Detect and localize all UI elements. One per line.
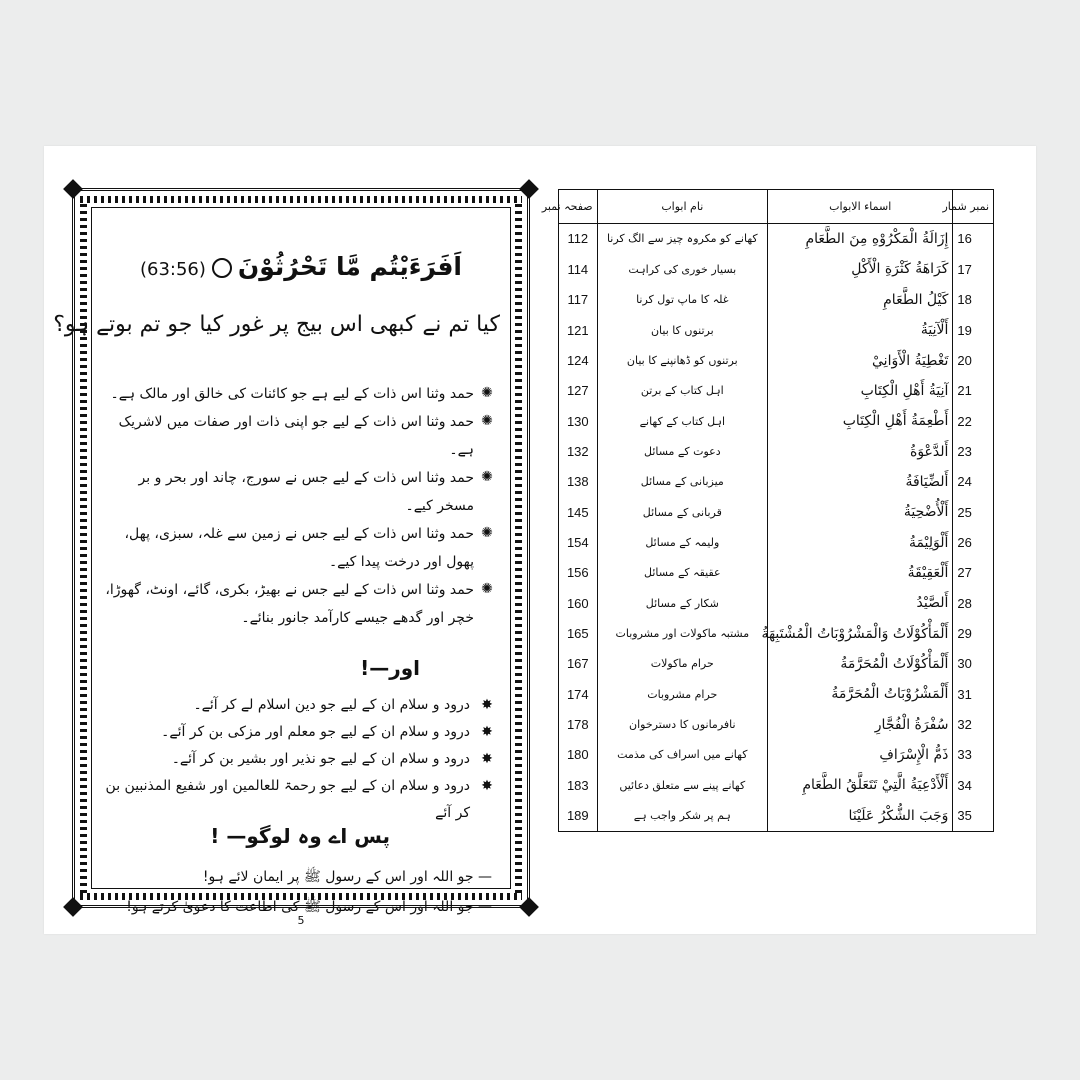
star-bullet-icon: ✸ [481, 724, 493, 740]
urdu-title-cell: اہل کتاب کے برتن [597, 376, 767, 406]
left-page-content [53, 207, 511, 915]
praise-text: حمد وثنا اس ذات کے لیے جس نے سورج، چاند اور بحر و بر مسخر کیے۔ [138, 470, 474, 514]
page-cell: 178 [566, 717, 589, 733]
serial-cell: 25 [953, 497, 993, 527]
table-header-row [559, 190, 993, 223]
urdu-title-cell: حرام ماکولات [597, 649, 767, 679]
table-row [559, 770, 993, 800]
page-cell: 180 [566, 747, 589, 763]
page-cell: 112 [567, 231, 589, 247]
list-item [102, 464, 496, 520]
arabic-title-cell: أَلضِّيَافَةُ [768, 467, 953, 497]
page-cell: 138 [566, 474, 589, 490]
page-cell: 156 [566, 565, 589, 581]
urdu-title-cell: قربانی کے مسائل [597, 497, 767, 527]
corner-ornament-icon [519, 179, 539, 199]
serial-cell: 22 [953, 406, 993, 436]
arabic-title-cell: أَلصَّيْدُ [768, 588, 953, 618]
column-header-serial: نمبر شمار [953, 190, 993, 223]
table-row [559, 345, 993, 375]
table-row [559, 588, 993, 618]
durood-text: درود و سلام ان کے لیے جو نذیر اور بشیر بن کر آئے۔ [171, 751, 470, 767]
column-header-urdu-title: نام ابواب [597, 190, 767, 223]
page-cell: 121 [566, 322, 589, 338]
verse-end-circle-icon [212, 258, 232, 278]
serial-cell: 23 [953, 436, 993, 466]
table-row [559, 406, 993, 436]
table-row [559, 558, 993, 588]
closing-lines [102, 862, 496, 922]
arabic-title-cell: أَلْوَلِيْمَةُ [768, 527, 953, 557]
list-item [102, 746, 496, 773]
corner-ornament-icon [519, 897, 539, 917]
praise-text: حمد وثنا اس ذات کے لیے جس نے بھیڑ، بکری، گائے، اونٹ، گھوڑا، خچر اور گدھے جیسے کارآمد جانور بنائے۔ [105, 582, 474, 626]
serial-cell: 32 [953, 709, 993, 739]
urdu-title-cell: ولیمہ کے مسائل [597, 527, 767, 557]
praise-list [102, 380, 496, 632]
list-item [102, 692, 496, 719]
urdu-title-cell: نافرمانوں کا دسترخوان [597, 709, 767, 739]
durood-text: درود و سلام ان کے لیے جو معلم اور مزکی بن کر آئے۔ [161, 724, 470, 740]
book-spread [44, 146, 1036, 934]
urdu-title-cell: حرام مشروبات [597, 679, 767, 709]
table-row [559, 254, 993, 284]
serial-cell: 19 [953, 315, 993, 345]
urdu-title-cell: ہم پر شکر واجب ہے [597, 800, 767, 831]
page-cell: 145 [566, 504, 589, 520]
closing-line: — جو اللہ اور اس کے رسول ﷺ کی اطاعت کا دعویٰ کرتے ہو! [126, 899, 492, 915]
decorative-border [53, 188, 530, 927]
urdu-title-cell: برتنوں کا بیان [597, 315, 767, 345]
serial-cell: 28 [953, 588, 993, 618]
table-row [559, 679, 993, 709]
star-bullet-icon: ✺ [481, 385, 493, 401]
arabic-title-cell: تَغْطِيَةُ الْأَوَانِيْ [768, 345, 953, 375]
durood-list [102, 692, 496, 827]
urdu-title-cell: شکار کے مسائل [597, 588, 767, 618]
serial-cell: 34 [953, 770, 993, 800]
page-cell: 167 [566, 656, 589, 672]
urdu-title-cell: دعوت کے مسائل [597, 436, 767, 466]
arabic-title-cell: أَلْآنِيَةُ [768, 315, 953, 345]
arabic-title-cell: أَلْمَأْكُوْلَاتُ الْمُحَرَّمَةُ [768, 649, 953, 679]
corner-ornament-icon [63, 897, 83, 917]
table-row [559, 709, 993, 739]
list-item [102, 576, 496, 632]
urdu-title-cell: میزبانی کے مسائل [597, 467, 767, 497]
star-bullet-icon: ✺ [481, 469, 493, 485]
urdu-title-cell: اہل کتاب کے کھانے [597, 406, 767, 436]
table-row [559, 436, 993, 466]
star-bullet-icon: ✺ [481, 525, 493, 541]
urdu-title-cell: بسیار خوری کی کراہت [597, 254, 767, 284]
page-cell: 132 [566, 444, 589, 460]
arabic-title-cell: أَطْعِمَةُ أَهْلِ الْكِتَابِ [768, 406, 953, 436]
durood-text: درود و سلام ان کے لیے جو رحمۃ للعالمین اور شفیع المذنبین بن کر آئے [105, 778, 470, 821]
urdu-title-cell: عقیقہ کے مسائل [597, 558, 767, 588]
table-row [559, 223, 993, 254]
table-row [559, 315, 993, 345]
arabic-title-cell: آنِيَةُ أَهْلِ الْكِتَابِ [768, 376, 953, 406]
page-cell: 160 [566, 595, 589, 611]
table-row [559, 527, 993, 557]
praise-text: حمد وثنا اس ذات کے لیے ہے جو کائنات کی خالق اور مالک ہے۔ [110, 386, 474, 402]
arabic-title-cell: ذَمُّ الْإِسْرَافِ [768, 740, 953, 770]
page-cell: 189 [566, 808, 589, 824]
quran-verse [102, 252, 500, 281]
star-bullet-icon: ✸ [481, 697, 493, 713]
list-item [102, 380, 496, 408]
table-row [559, 800, 993, 831]
serial-cell: 31 [953, 679, 993, 709]
page-cell: 124 [566, 353, 589, 368]
arabic-title-cell: كَيْلُ الطَّعَامِ [768, 285, 953, 315]
serial-cell: 35 [953, 800, 993, 831]
page-cell: 117 [567, 292, 589, 308]
page-cell: 127 [566, 383, 589, 399]
serial-cell: 27 [953, 558, 993, 588]
star-bullet-icon: ✸ [481, 751, 493, 767]
arabic-title-cell: أَلْمَأْكُوْلَاتُ وَالْمَشْرُوْبَاتُ الْمُشْتَبِهَةُ [768, 618, 953, 648]
table-row [559, 376, 993, 406]
arabic-title-cell: وَجَبَ الشُّكْرُ عَلَيْنَا [768, 800, 953, 831]
verse-reference: (63:56) [139, 259, 206, 280]
column-header-arabic-title: اسماء الابواب [768, 190, 953, 223]
page-number: 5 [292, 914, 311, 927]
urdu-title-cell: غلہ کا ماپ تول کرنا [597, 285, 767, 315]
serial-cell: 20 [953, 345, 993, 375]
table-row [559, 497, 993, 527]
page-cell: 154 [566, 535, 589, 551]
serial-cell: 29 [953, 618, 993, 648]
page-cell: 174 [566, 686, 589, 702]
urdu-title-cell: کھانے پینے سے متعلق دعائیں [597, 770, 767, 800]
page-cell: 165 [566, 626, 589, 642]
pas-heading: پس اے وہ لوگو— ! [210, 824, 390, 848]
verse-text: اَفَرَءَيْتُم مَّا تَحْرُثُوْنَ [237, 252, 463, 281]
serial-cell: 26 [953, 527, 993, 557]
closing-line: — جو اللہ اور اس کے رسول ﷺ پر ایمان لائے ہو! [202, 869, 492, 885]
urdu-title-cell: مشتبہ ماکولات اور مشروبات [597, 618, 767, 648]
urdu-title-cell: کھانے کو مکروہ چیز سے الگ کرنا [597, 223, 767, 254]
list-item [102, 408, 496, 464]
arabic-title-cell: كَرَاهَةُ كَثْرَةِ الْأَكْلِ [768, 254, 953, 284]
serial-cell: 21 [953, 376, 993, 406]
table-row [559, 618, 993, 648]
table-row [559, 285, 993, 315]
star-bullet-icon: ✸ [481, 778, 493, 794]
arabic-title-cell: أَلْعَقِيْقَةُ [768, 558, 953, 588]
urdu-title-cell: کھانے میں اسراف کی مذمت [597, 740, 767, 770]
star-bullet-icon: ✺ [481, 413, 493, 429]
arabic-title-cell: أَلْمَشْرُوْبَاتُ الْمُحَرَّمَةُ [768, 679, 953, 709]
question-heading: کیا تم نے کبھی اس بیج پر غور کیا جو تم بوتے ہو؟ [53, 312, 500, 337]
table-row [559, 649, 993, 679]
serial-cell: 16 [953, 223, 993, 254]
praise-text: حمد وثنا اس ذات کے لیے جو اپنی ذات اور صفات میں لاشریک ہے۔ [118, 414, 474, 458]
serial-cell: 18 [953, 285, 993, 315]
table-row [559, 740, 993, 770]
page-cell: 130 [566, 413, 589, 429]
table-row [559, 467, 993, 497]
serial-cell: 33 [953, 740, 993, 770]
list-item [102, 773, 496, 827]
aur-heading: اور—! [360, 656, 420, 680]
praise-text: حمد وثنا اس ذات کے لیے جس نے زمین سے غلہ، سبزی، پھل، پھول اور درخت پیدا کیے۔ [124, 526, 474, 570]
column-header-page: صفحہ نمبر [559, 190, 597, 223]
arabic-title-cell: أَلْأُضْحِيَةُ [768, 497, 953, 527]
page-cell: 183 [566, 777, 589, 793]
arabic-title-cell: سُفْرَةُ الْفُجَّارِ [768, 709, 953, 739]
arabic-title-cell: إِزَالَةُ الْمَكْرُوْهِ مِنَ الطَّعَامِ [768, 223, 953, 254]
serial-cell: 30 [953, 649, 993, 679]
serial-cell: 17 [953, 254, 993, 284]
arabic-title-cell: أَلدَّعْوَةُ [768, 436, 953, 466]
list-item [102, 520, 496, 576]
arabic-title-cell: أَلْأَدْعِيَةُ الَّتِيْ تَتَعَلَّقُ الطَّعَامِ [768, 770, 953, 800]
page-cell: 114 [567, 261, 589, 277]
serial-cell: 24 [953, 467, 993, 497]
contents-table [541, 189, 994, 832]
list-item [102, 719, 496, 746]
durood-text: درود و سلام ان کے لیے جو دین اسلام لے کر آئے۔ [193, 697, 470, 713]
urdu-title-cell: برتنوں کو ڈھانپنے کا بیان [597, 345, 767, 375]
star-bullet-icon: ✺ [481, 581, 493, 597]
